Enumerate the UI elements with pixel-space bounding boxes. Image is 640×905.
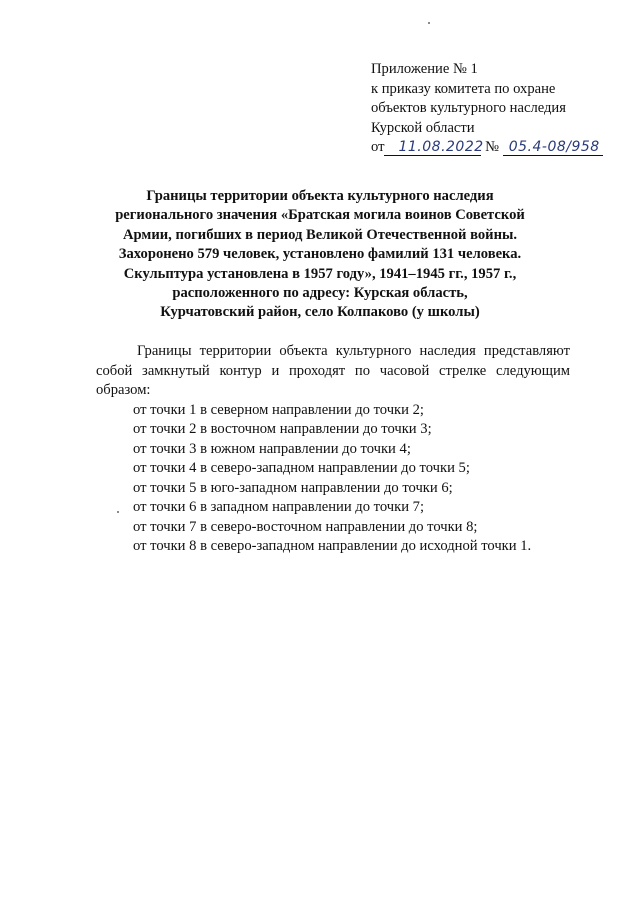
title-line: расположенного по адресу: Курская область, — [172, 285, 468, 302]
title-line: Армии, погибших в период Великой Отечественной войны. — [122, 226, 518, 243]
title-line: Курчатовский район, село Колпаково (у школы) — [160, 304, 480, 321]
intro-line: собой замкнутый контур и проходят по часовой стрелке следующим — [96, 362, 570, 379]
from-label: от — [371, 139, 385, 155]
title-line: регионального значения «Братская могила воинов Советской — [115, 207, 525, 224]
order-date-number-row — [371, 138, 631, 158]
title-line: Скульптура установлена в 1957 году», 1941–1945 гг., 1957 г., — [123, 265, 517, 282]
appendix-committee: объектов культурного наследия — [371, 100, 566, 116]
order-number-field — [503, 140, 603, 156]
order-number-value: 05.4-08/958 — [508, 139, 600, 155]
list-item: от точки 8 в северо-западном направлении до исходной точки 1. — [133, 538, 532, 554]
order-date-value: 11.08.2022 — [398, 139, 484, 155]
document-title — [90, 187, 550, 323]
list-item: от точки 3 в южном направлении до точки 4; — [133, 440, 411, 457]
list-item: от точки 6 в западном направлении до точки 7; — [133, 499, 425, 515]
intro-line: Границы территории объекта культурного наследия представляют — [137, 343, 570, 359]
appendix-region: Курской области — [371, 119, 475, 136]
intro-line: образом: — [96, 382, 151, 398]
title-line: Захоронено 579 человек, установлено фамилий 131 человека. — [118, 246, 522, 263]
scan-speck — [428, 22, 430, 24]
list-item: от точки 5 в юго-западном направлении до точки 6; — [133, 479, 453, 496]
list-item: от точки 2 в восточном направлении до точки 3; — [133, 421, 432, 437]
number-label: № — [485, 139, 500, 155]
order-date-field — [384, 139, 484, 156]
title-line: Границы территории объекта культурного наследия — [146, 188, 494, 204]
list-item: от точки 1 в северном направлении до точки 2; — [133, 401, 424, 418]
list-item: от точки 7 в северо-восточном направлении до точки 8; — [133, 518, 478, 535]
appendix-order-ref: к приказу комитета по охране — [371, 80, 556, 97]
intro-paragraph — [96, 342, 570, 401]
appendix-number: Приложение № 1 — [371, 61, 478, 77]
document-body — [96, 342, 570, 557]
boundary-points-list — [96, 401, 570, 557]
appendix-block — [371, 60, 631, 158]
list-item: от точки 4 в северо-западном направлении до точки 5; — [133, 460, 470, 476]
